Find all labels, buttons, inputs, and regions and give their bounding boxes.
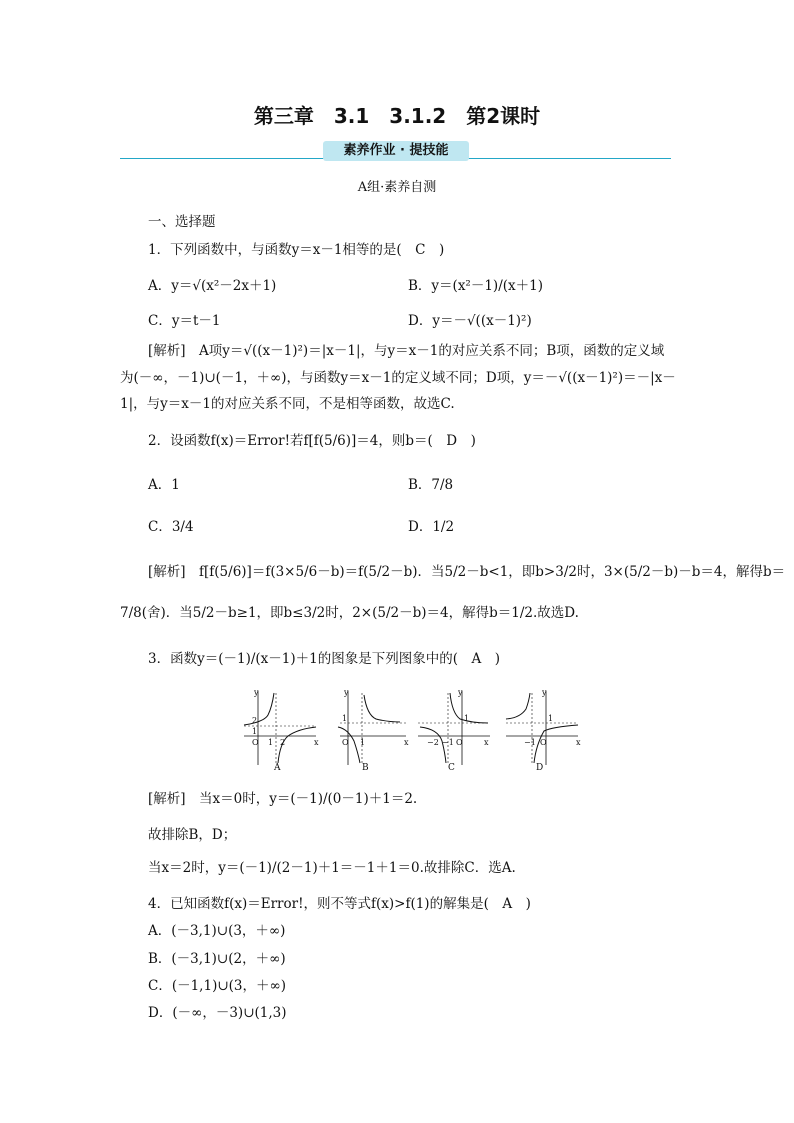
q3-explanation-line-3: 当x＝2时，y＝(－1)/(2－1)＋1＝－1＋1＝0.故排除C．选A.	[148, 860, 516, 876]
svg-text:−2: −2	[427, 738, 439, 747]
svg-text:O: O	[540, 738, 547, 747]
q2-option-b: B．7/8	[408, 477, 454, 493]
q4-option-b: B．(－3,1)∪(2，＋∞)	[148, 951, 286, 967]
q2-option-c: C．3/4	[148, 519, 194, 535]
svg-text:2: 2	[252, 716, 258, 725]
svg-text:1: 1	[548, 714, 554, 723]
q2-option-d: D．1/2	[408, 519, 455, 535]
q4-option-d: D．(－∞，－3)∪(1,3)	[148, 1005, 287, 1021]
section-heading: 一、选择题	[148, 214, 216, 230]
svg-text:x: x	[404, 738, 409, 747]
q1-option-d: D．y＝－√((x－1)²)	[408, 313, 532, 329]
svg-text:1: 1	[464, 714, 470, 723]
q3-graph-options	[238, 685, 583, 775]
q1-stem: 1．下列函数中，与函数y＝x－1相等的是( C )	[148, 242, 445, 258]
q4-stem: 4．已知函数f(x)＝Error!，则不等式f(x)>f(1)的解集是( A )	[148, 896, 531, 912]
svg-text:1: 1	[252, 727, 258, 736]
svg-text:O: O	[342, 738, 349, 747]
graph-a	[244, 688, 319, 765]
page-title: 第三章 3.1 3.1.2 第2课时	[253, 104, 541, 128]
svg-text:1: 1	[342, 714, 348, 723]
svg-text:y: y	[458, 688, 463, 697]
svg-text:y: y	[542, 688, 547, 697]
svg-text:y: y	[344, 688, 349, 697]
svg-text:x: x	[484, 738, 489, 747]
svg-text:2: 2	[280, 738, 286, 747]
section-badge: 素养作业 · 提技能	[323, 141, 469, 161]
q2-option-a: A．1	[148, 477, 180, 493]
graph-label-a: A	[274, 763, 281, 773]
svg-text:−1: −1	[442, 738, 454, 747]
q1-option-a: A．y＝√(x²－2x＋1)	[148, 278, 277, 294]
svg-text:O: O	[252, 738, 259, 747]
svg-text:y: y	[254, 688, 259, 697]
q2-explanation-line-2: 7/8(舍)．当5/2－b≥1，即b≤3/2时，2×(5/2－b)＝4，解得b＝1/2.故选D.	[120, 605, 579, 621]
graph-b	[338, 688, 409, 765]
svg-text:1: 1	[360, 738, 366, 747]
q1-option-b: B．y＝(x²－1)/(x＋1)	[408, 278, 543, 294]
q2-stem: 2．设函数f(x)＝Error!若f[f(5/6)]＝4，则b＝( D )	[148, 433, 476, 449]
q3-stem: 3．函数y＝(－1)/(x－1)＋1的图象是下列图象中的( A )	[148, 651, 500, 667]
svg-text:O: O	[456, 738, 463, 747]
svg-text:x: x	[576, 738, 581, 747]
q3-explanation-line-2: 故排除B，D；	[148, 827, 237, 843]
graph-label-b: B	[362, 763, 369, 773]
q4-option-c: C．(－1,1)∪(3，＋∞)	[148, 978, 287, 994]
graph-label-c: C	[448, 763, 455, 773]
q3-explanation-line-1: [解析] 当x＝0时，y＝(－1)/(0－1)＋1＝2.	[148, 791, 418, 807]
svg-text:x: x	[314, 738, 319, 747]
graph-d	[506, 688, 581, 765]
q1-explanation-line-1: [解析] A项y＝√((x－1)²)＝|x－1|，与y＝x－1的对应关系不同；B项，函数的定义域	[148, 343, 665, 359]
svg-text:1: 1	[268, 738, 274, 747]
svg-text:−1: −1	[524, 738, 536, 747]
q1-explanation-line-2: 为(－∞，－1)∪(－1，＋∞)，与函数y＝x－1的定义域不同；D项，y＝－√((x－1)²)＝－|x－	[120, 370, 676, 386]
q4-option-a: A．(－3,1)∪(3，＋∞)	[148, 923, 286, 939]
graph-c	[418, 688, 490, 765]
graph-label-d: D	[536, 763, 544, 773]
q1-explanation-line-3: 1|，与y＝x－1的对应关系不同，不是相等函数，故选C.	[120, 396, 455, 412]
q2-explanation-line-1: [解析] f[f(5/6)]＝f(3×5/6－b)＝f(5/2－b)．当5/2－b<1，即b>3/2时，3×(5/2－b)－b＝4，解得b＝	[148, 564, 786, 580]
group-heading: A组·素养自测	[357, 180, 437, 195]
q1-option-c: C．y＝t－1	[148, 313, 221, 329]
